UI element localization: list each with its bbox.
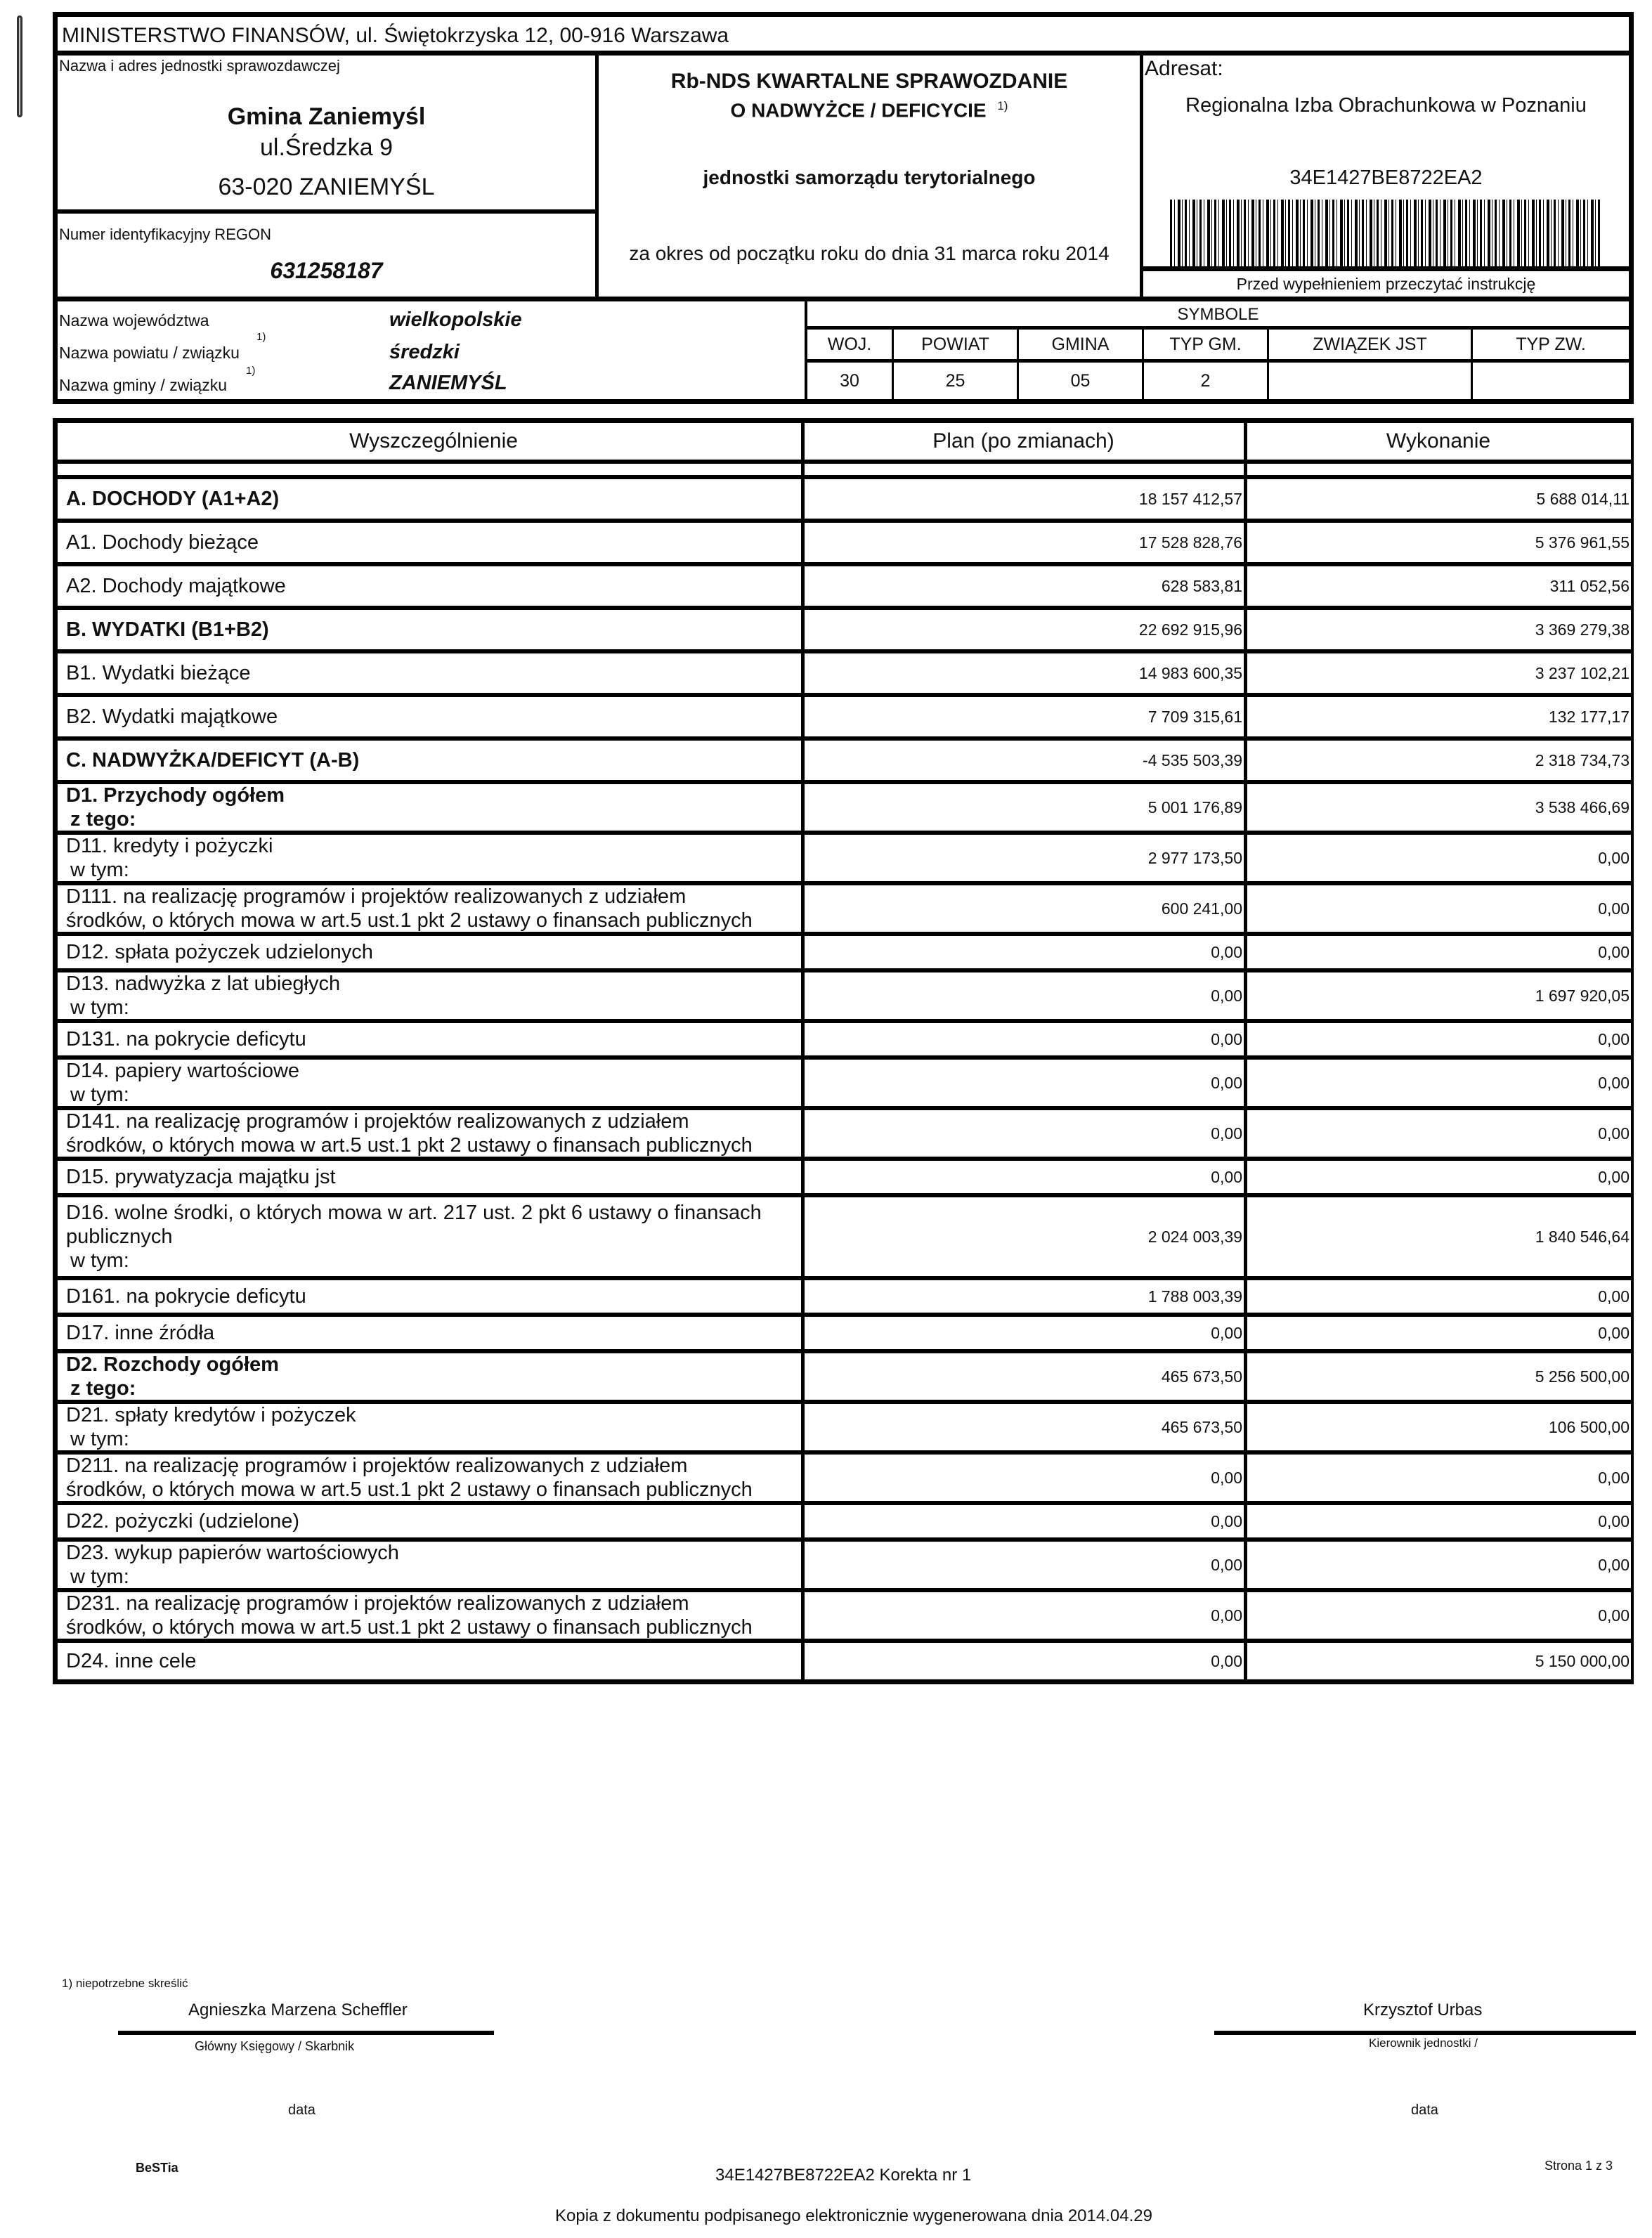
plan-value: 0,00 — [805, 1505, 1247, 1537]
execution-value: 0,00 — [1598, 1073, 1630, 1092]
plan-value: 2 977 173,50 — [805, 835, 1247, 881]
table-row — [58, 1161, 1631, 1197]
plan-value: 0,00 — [805, 936, 1247, 968]
row-description-line: D131. na pokrycie deficytu — [66, 1028, 306, 1050]
plan-value: 7 709 315,61 — [805, 697, 1247, 736]
row-description-line: B. WYDATKI (B1+B2) — [66, 618, 269, 641]
symbol-woj-value: 30 — [807, 363, 894, 399]
table-row — [58, 1317, 1631, 1353]
row-description — [58, 697, 805, 736]
symbols-title: SYMBOLE — [807, 301, 1629, 330]
plan-value: 465 673,50 — [805, 1404, 1247, 1450]
row-description-line: D24. inne cele — [66, 1650, 197, 1672]
row-description — [58, 1643, 805, 1679]
execution-value: 5 688 014,11 — [1536, 489, 1630, 508]
voivodeship-value: wielkopolskie — [389, 308, 522, 331]
symbol-typzw-value — [1473, 363, 1629, 399]
symbol-header: POWIAT — [894, 330, 1019, 359]
table-row — [58, 936, 1631, 972]
row-description-line: środków, o których mowa w art.5 ust.1 pkt 2 ustawy o finansach publicznych — [66, 1134, 753, 1157]
table-row — [58, 1197, 1631, 1280]
row-description — [58, 1542, 805, 1588]
execution-value: 0,00 — [1598, 1555, 1630, 1574]
table-row — [58, 1110, 1631, 1161]
form-header — [53, 12, 1634, 404]
execution-value: 1 840 546,64 — [1535, 1227, 1630, 1246]
row-description — [58, 566, 805, 606]
addressee-section — [1143, 56, 1629, 297]
table-row — [58, 741, 1631, 784]
row-description — [58, 972, 805, 1019]
row-description-line: w tym: — [70, 1084, 129, 1106]
signer-left-name: Agnieszka Marzena Scheffler — [188, 2000, 408, 2019]
plan-value: 0,00 — [805, 1317, 1247, 1349]
table-body — [58, 479, 1631, 1679]
row-description-line: D15. prywatyzacja majątku jst — [66, 1166, 336, 1188]
plan-value: 18 157 412,57 — [805, 479, 1247, 519]
row-description-line: środków, o których mowa w art.5 ust.1 pkt 2 ustawy o finansach publicznych — [66, 1616, 753, 1639]
reporting-unit-section — [58, 56, 599, 297]
row-description — [58, 835, 805, 881]
plan-value: 5 001 176,89 — [805, 784, 1247, 831]
row-description-line: B2. Wydatki majątkowe — [66, 705, 278, 728]
document-code: 34E1427BE8722EA2 — [1289, 167, 1483, 189]
row-description-line: D111. na realizację programów i projektów realizowanych z udziałem — [66, 885, 687, 908]
regon-label: Numer identyfikacyjny REGON — [59, 226, 271, 243]
row-description — [58, 1455, 805, 1501]
ministry-row — [58, 17, 1629, 56]
table-row — [58, 1643, 1631, 1679]
table-row — [58, 697, 1631, 741]
copy-note: Kopia z dokumentu podpisanego elektronicznie wygenerowana dnia 2014.04.29 — [555, 2206, 1152, 2225]
row-description — [58, 1161, 805, 1193]
execution-value: 0,00 — [1598, 848, 1630, 867]
row-description — [58, 1280, 805, 1313]
symbol-header: WOJ. — [807, 330, 894, 359]
execution-value: 5 376 961,55 — [1535, 533, 1630, 552]
plan-value: 1 788 003,39 — [805, 1280, 1247, 1313]
plan-value: 22 692 915,96 — [805, 610, 1247, 649]
table-row — [58, 1592, 1631, 1643]
commune-label: Nazwa gminy / związku — [59, 376, 228, 394]
symbol-gmina-value: 05 — [1019, 363, 1144, 399]
execution-value: 0,00 — [1598, 942, 1630, 961]
row-description — [58, 1505, 805, 1537]
row-description-line: D16. wolne środki, o których mowa w art. 217 ust. 2 pkt 6 ustawy o finansach — [66, 1202, 762, 1224]
county-footnote: 1) — [256, 331, 266, 343]
date-label-right: data — [1411, 2102, 1438, 2118]
unit-city: 63-020 ZANIEMYŚL — [218, 174, 435, 200]
plan-value: 2 024 003,39 — [805, 1197, 1247, 1276]
table-row — [58, 1353, 1631, 1404]
row-description — [58, 1317, 805, 1349]
table-row — [58, 523, 1631, 566]
symbol-header: GMINA — [1019, 330, 1144, 359]
instruction-text: Przed wypełnieniem przeczytać instrukcję — [1236, 275, 1536, 293]
execution-value: 132 177,17 — [1548, 707, 1630, 726]
unit-name: Gmina Zaniemyśl — [227, 103, 426, 130]
report-title-section — [599, 56, 1143, 297]
row-description-line: publicznych — [66, 1225, 173, 1248]
row-description-line: D231. na realizację programów i projektów realizowanych z udziałem — [66, 1592, 689, 1615]
execution-value: 0,00 — [1598, 899, 1630, 918]
table-row — [58, 972, 1631, 1023]
execution-value: 311 052,56 — [1549, 576, 1630, 595]
row-description — [58, 936, 805, 968]
addressee-label: Adresat: — [1145, 57, 1223, 80]
document-reference: 34E1427BE8722EA2 Korekta nr 1 — [715, 2166, 972, 2185]
row-description — [58, 1353, 805, 1400]
table-row — [58, 1060, 1631, 1110]
row-description-line: w tym: — [70, 859, 129, 881]
table-row — [58, 885, 1631, 936]
table-row — [58, 653, 1631, 697]
plan-value: 0,00 — [805, 1060, 1247, 1106]
plan-value: 0,00 — [805, 1643, 1247, 1679]
plan-value: 0,00 — [805, 1592, 1247, 1639]
row-description — [58, 1023, 805, 1055]
execution-value: 106 500,00 — [1548, 1417, 1630, 1436]
row-description — [58, 885, 805, 932]
execution-value: 3 538 466,69 — [1535, 798, 1630, 817]
row-description-line: D11. kredyty i pożyczki — [66, 835, 273, 857]
footnote-text: 1) niepotrzebne skreślić — [62, 1977, 188, 1990]
row-description-line: w tym: — [70, 1249, 129, 1272]
plan-value: 17 528 828,76 — [805, 523, 1247, 562]
row-description-line: środków, o których mowa w art.5 ust.1 pkt 2 ustawy o finansach publicznych — [66, 909, 753, 932]
table-row — [58, 1455, 1631, 1505]
plan-value: 0,00 — [805, 1542, 1247, 1588]
row-description-line: D23. wykup papierów wartościowych — [66, 1542, 399, 1564]
execution-value: 0,00 — [1598, 1606, 1630, 1625]
row-description-line: z tego: — [70, 1377, 136, 1400]
table-row — [58, 610, 1631, 653]
table-row — [58, 1505, 1631, 1542]
signer-right-name: Krzysztof Urbas — [1363, 2000, 1483, 2019]
execution-value: 0,00 — [1598, 1323, 1630, 1342]
unit-street: ul.Średzka 9 — [260, 134, 393, 161]
row-description — [58, 1197, 805, 1276]
report-period: za okres od początku roku do dnia 31 marca roku 2014 — [629, 242, 1110, 264]
row-description — [58, 1592, 805, 1639]
page-number: Strona 1 z 3 — [1544, 2159, 1613, 2173]
commune-value: ZANIEMYŚL — [389, 372, 507, 394]
row-description-line: D21. spłaty kredytów i pożyczek — [66, 1404, 356, 1426]
row-description-line: C. NADWYŻKA/DEFICYT (A-B) — [66, 749, 360, 772]
row-description — [58, 1060, 805, 1106]
row-description-line: w tym: — [70, 1428, 129, 1450]
symbol-header: TYP ZW. — [1516, 334, 1586, 354]
symbols-value-row — [807, 363, 1629, 399]
execution-value: 3 369 279,38 — [1535, 620, 1630, 639]
barcode-icon — [1170, 200, 1600, 268]
signer-left-role: Główny Księgowy / Skarbnik — [195, 2039, 355, 2053]
plan-value: 0,00 — [805, 1023, 1247, 1055]
execution-value: 2 318 734,73 — [1535, 750, 1630, 769]
row-description — [58, 523, 805, 562]
row-description-line: w tym: — [70, 1566, 129, 1588]
signature-line-left — [118, 2031, 494, 2035]
table-row — [58, 566, 1631, 610]
row-description-line: w tym: — [70, 996, 129, 1019]
table-row — [58, 835, 1631, 885]
row-description — [58, 784, 805, 831]
row-description-line: D211. na realizację programów i projektów realizowanych z udziałem — [66, 1455, 688, 1477]
report-title-line1: Rb-NDS KWARTALNE SPRAWOZDANIE — [670, 70, 1068, 93]
commune-footnote: 1) — [246, 365, 256, 377]
execution-value: 5 150 000,00 — [1535, 1651, 1630, 1670]
row-description — [58, 610, 805, 649]
execution-value: 0,00 — [1598, 1124, 1630, 1143]
plan-value: -4 535 503,39 — [805, 741, 1247, 780]
row-description-line: D14. papiery wartościowe — [66, 1060, 300, 1082]
signature-line-right — [1214, 2031, 1636, 2035]
row-description-line: D22. pożyczki (udzielone) — [66, 1510, 300, 1533]
column-header-plan: Plan (po zmianach) — [805, 423, 1247, 460]
row-description-line: A. DOCHODY (A1+A2) — [66, 488, 280, 510]
execution-value: 0,00 — [1598, 1167, 1630, 1186]
plan-value: 0,00 — [805, 1110, 1247, 1157]
row-description-line: z tego: — [70, 808, 136, 831]
symbols-grid — [805, 301, 1629, 399]
row-description-line: D12. spłata pożyczek udzielonych — [66, 941, 373, 963]
execution-value: 0,00 — [1598, 1468, 1630, 1487]
table-header-row — [58, 423, 1631, 464]
date-label-left: data — [288, 2102, 316, 2118]
footnote-marker: 1) — [997, 99, 1008, 112]
symbols-header-row — [807, 330, 1629, 363]
row-description-line: D141. na realizację programów i projektów realizowanych z udziałem — [66, 1110, 689, 1133]
regon-value: 631258187 — [270, 258, 383, 283]
signer-right-role: Kierownik jednostki / — [1369, 2036, 1478, 2050]
report-title-line3: jednostki samorządu terytorialnego — [703, 167, 1036, 188]
table-spacer-row — [58, 464, 1631, 479]
voivodeship-label: Nazwa województwa — [59, 311, 209, 330]
table-row — [58, 1542, 1631, 1592]
execution-value: 3 237 102,21 — [1535, 663, 1630, 682]
county-value: średzki — [389, 341, 460, 363]
plan-value: 465 673,50 — [805, 1353, 1247, 1400]
execution-value: 0,00 — [1598, 1511, 1630, 1530]
row-description-line: D13. nadwyżka z lat ubiegłych — [66, 972, 341, 995]
execution-value: 0,00 — [1598, 1287, 1630, 1306]
ministry-address: MINISTERSTWO FINANSÓW, ul. Świętokrzyska 12, 00-916 Warszawa — [62, 24, 729, 47]
row-description-line: środków, o których mowa w art.5 ust.1 pkt 2 ustawy o finansach publicznych — [66, 1478, 753, 1501]
column-header-execution: Wykonanie — [1386, 429, 1491, 453]
symbol-powiat-value: 25 — [894, 363, 1019, 399]
addressee-name: Regionalna Izba Obrachunkowa w Poznaniu — [1185, 94, 1587, 117]
row-description-line: B1. Wydatki bieżące — [66, 662, 251, 684]
row-description-line: D17. inne źródła — [66, 1322, 215, 1344]
row-description — [58, 1404, 805, 1450]
software-name: BeSTia — [136, 2161, 178, 2175]
plan-value: 0,00 — [805, 972, 1247, 1019]
table-row — [58, 784, 1631, 835]
execution-value: 1 697 920,05 — [1535, 986, 1630, 1005]
symbol-typgm-value: 2 — [1144, 363, 1269, 399]
execution-value: 0,00 — [1598, 1029, 1630, 1048]
plan-value: 600 241,00 — [805, 885, 1247, 932]
row-description-line: A1. Dochody bieżące — [66, 531, 259, 554]
staple-mark — [17, 15, 22, 117]
unit-address-box — [58, 56, 595, 214]
plan-value: 0,00 — [805, 1455, 1247, 1501]
table-row — [58, 1280, 1631, 1317]
symbol-header: ZWIĄZEK JST — [1269, 330, 1473, 359]
table-row — [58, 1023, 1631, 1060]
row-description — [58, 479, 805, 519]
plan-value: 0,00 — [805, 1161, 1247, 1193]
region-section — [58, 297, 1629, 399]
row-description-line: A2. Dochody majątkowe — [66, 575, 286, 597]
instruction-box — [1143, 266, 1629, 297]
table-row — [58, 1404, 1631, 1455]
financial-table — [53, 418, 1634, 1684]
symbol-header: TYP GM. — [1144, 330, 1269, 359]
row-description-line: D1. Przychody ogółem — [66, 784, 285, 807]
symbol-zwiazek-value — [1269, 363, 1473, 399]
county-label: Nazwa powiatu / związku — [59, 344, 240, 362]
table-row — [58, 479, 1631, 523]
row-description-line: D161. na pokrycie deficytu — [66, 1285, 306, 1308]
execution-value: 5 256 500,00 — [1535, 1367, 1630, 1386]
plan-value: 14 983 600,35 — [805, 653, 1247, 693]
row-description — [58, 1110, 805, 1157]
row-description — [58, 653, 805, 693]
unit-label: Nazwa i adres jednostki sprawozdawczej — [59, 57, 340, 74]
report-title-line2: O NADWYŻCE / DEFICYCIE $^{1)}$ — [730, 99, 1008, 122]
row-description-line: D2. Rozchody ogółem — [66, 1353, 279, 1376]
plan-value: 628 583,81 — [805, 566, 1247, 606]
row-description — [58, 741, 805, 780]
column-header-description: Wyszczególnienie — [58, 423, 805, 460]
